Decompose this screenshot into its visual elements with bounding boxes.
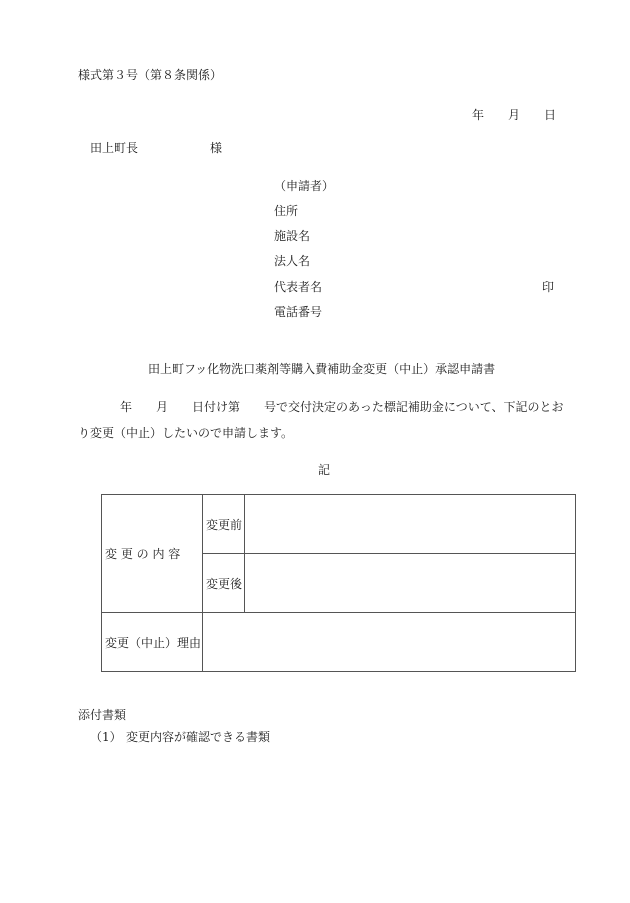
addressee xyxy=(90,140,222,156)
body-rest: 号で交付決定のあった標記補助金について、下記のとお xyxy=(264,400,564,414)
after-value xyxy=(245,554,576,613)
date-line xyxy=(472,107,556,123)
date-day: 日 xyxy=(544,108,557,122)
applicant-corporation-label: 法人名 xyxy=(274,254,311,268)
table-row xyxy=(102,495,576,554)
applicant-phone-label: 電話番号 xyxy=(274,305,323,319)
form-number: 様式第３号（第８条関係） xyxy=(78,68,223,82)
body-line-2: り変更（中止）したいので申請します。 xyxy=(78,426,294,440)
attachments-title: 添付書類 xyxy=(78,708,127,722)
date-year: 年 xyxy=(472,108,485,122)
date-month: 月 xyxy=(508,108,521,122)
attachment-item xyxy=(90,729,270,745)
before-value xyxy=(245,495,576,554)
reason-label: 変更（中止）理由 xyxy=(102,613,203,672)
table-row xyxy=(102,613,576,672)
change-content-label: 変 更 の 内 容 xyxy=(102,495,203,613)
applicant-label: （申請者） xyxy=(274,179,335,193)
body-date-ref: 日付け第 xyxy=(192,400,241,414)
after-label: 変更後 xyxy=(203,554,245,613)
attachment-text: 変更内容が確認できる書類 xyxy=(126,730,271,744)
addressee-name: 田上町長 xyxy=(90,141,139,155)
applicant-representative-label: 代表者名 xyxy=(274,280,323,294)
seal-mark: 印 xyxy=(542,280,555,294)
body-line-1 xyxy=(120,399,563,415)
honorific: 様 xyxy=(210,141,223,155)
body-month: 月 xyxy=(156,400,169,414)
before-label: 変更前 xyxy=(203,495,245,554)
applicant-address-label: 住所 xyxy=(274,204,299,218)
applicant-facility-label: 施設名 xyxy=(274,229,311,243)
body-year: 年 xyxy=(120,400,133,414)
ki-heading: 記 xyxy=(318,463,331,477)
reason-value xyxy=(203,613,576,672)
attachment-number: （1） xyxy=(90,730,122,744)
change-table xyxy=(101,494,576,672)
document-title: 田上町フッ化物洗口薬剤等購入費補助金変更（中止）承認申請書 xyxy=(148,362,496,376)
